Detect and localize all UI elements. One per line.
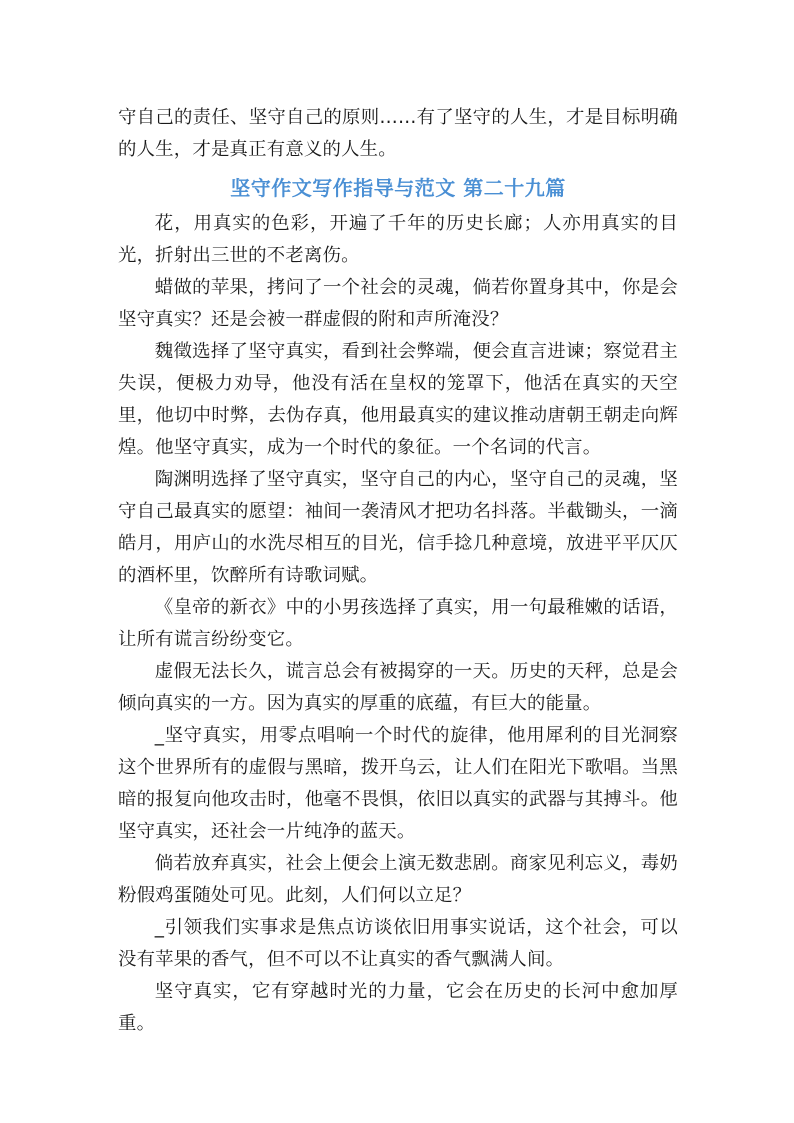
- paragraph: 倘若放弃真实，社会上便会上演无数悲剧。商家见利忘义，毒奶粉假鸡蛋随处可见。此刻，人们何以立足？: [118, 853, 678, 906]
- paragraph: 蜡做的苹果，拷问了一个社会的灵魂，倘若你置身其中，你是会坚守真实？还是会被一群虚假的附和声所淹没？: [118, 277, 678, 330]
- document-page: [118, 102, 678, 1040]
- paragraph: _坚守真实，用零点唱响一个时代的旋律，他用犀利的目光洞察这个世界所有的虚假与黑暗，拨开乌云，让人们在阳光下歌唱。当黑暗的报复向他攻击时，他毫不畏惧，依旧以真实的武器与其搏斗。他坚守真实，还社会一片纯净的蓝天。: [118, 725, 678, 842]
- paragraph: 花，用真实的色彩，开遍了千年的历史长廊；人亦用真实的目光，折射出三世的不老离伤。: [118, 213, 678, 266]
- paragraph: _引领我们实事求是焦点访谈依旧用事实说话，这个社会，可以没有苹果的香气，但不可以不让真实的香气飘满人间。: [118, 917, 678, 970]
- lead-paragraph: 守自己的责任、坚守自己的原则……有了坚守的人生，才是目标明确的人生，才是真正有意义的人生。: [118, 107, 678, 160]
- paragraph: 《皇帝的新衣》中的小男孩选择了真实，用一句最稚嫩的话语，让所有谎言纷纷变它。: [118, 597, 678, 650]
- paragraph: 虚假无法长久，谎言总会有被揭穿的一天。历史的天秤，总是会倾向真实的一方。因为真实的厚重的底蕴，有巨大的能量。: [118, 661, 678, 714]
- paragraph: 坚守真实，它有穿越时光的力量，它会在历史的长河中愈加厚重。: [118, 981, 678, 1034]
- paragraph: 陶渊明选择了坚守真实，坚守自己的内心，坚守自己的灵魂，坚守自己最真实的愿望：袖间一袭清风才把功名抖落。半截锄头，一滴皓月，用庐山的水洗尽相互的目光，信手捻几种意境，放进平平仄仄的酒杯里，饮醉所有诗歌词赋。: [118, 469, 678, 586]
- article-title: 坚守作文写作指导与范文 第二十九篇: [230, 176, 566, 200]
- paragraph: 魏徵选择了坚守真实，看到社会弊端，便会直言进谏；察觉君主失误，便极力劝导，他没有活在皇权的笼罩下，他活在真实的天空里，他切中时弊，去伪存真，他用最真实的建议推动唐朝王朝走向辉煌。他坚守真实，成为一个时代的象征。一个名词的代言。: [118, 341, 678, 458]
